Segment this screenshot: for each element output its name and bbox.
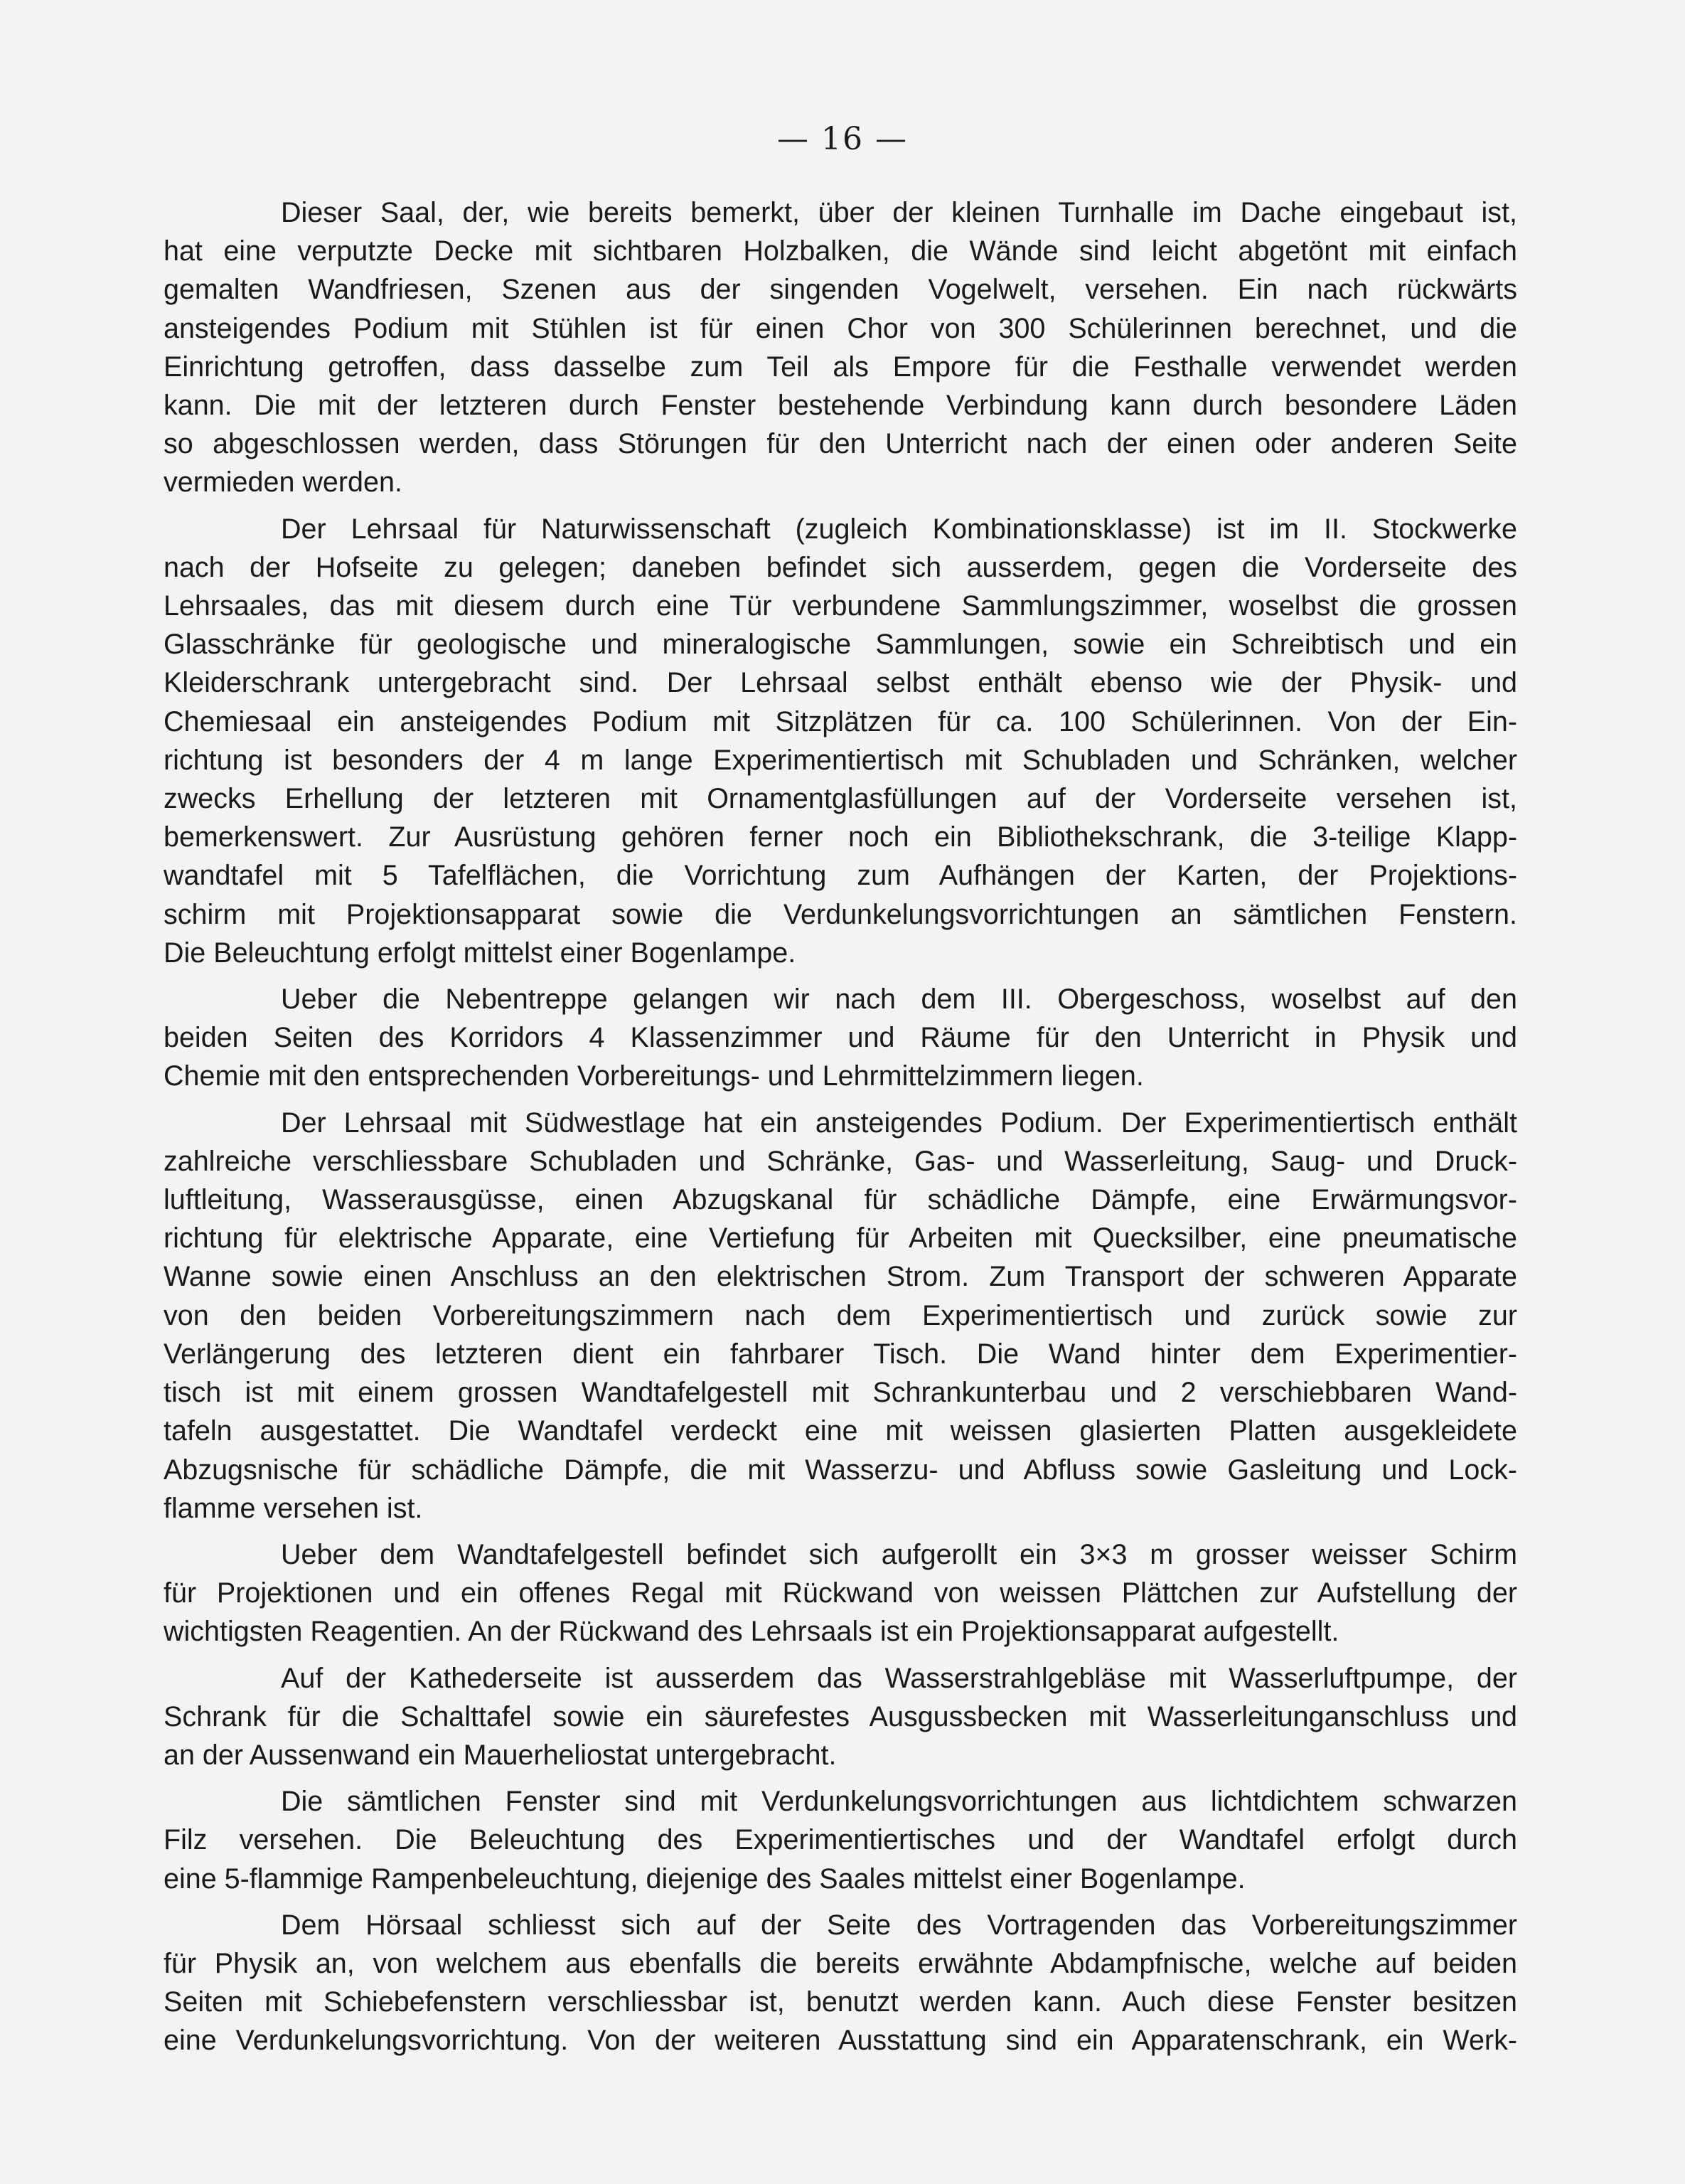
text-line: zahlreiche verschliessbare Schubladen und Schränke, Gas- und Wasserleitung, Saug- und Druck- xyxy=(164,1145,1517,1177)
text-line: für Projektionen und ein offenes Regal mit Rückwand von weissen Plättchen zur Aufstellung der xyxy=(164,1577,1517,1609)
text-line: bemerkenswert. Zur Ausrüstung gehören ferner noch ein Bibliothekschrank, die 3-teilige Klapp- xyxy=(164,821,1517,853)
text-line: Filz versehen. Die Beleuchtung des Experimentiertisches und der Wandtafel erfolgt durch xyxy=(164,1824,1517,1856)
text-line: tisch ist mit einem grossen Wandtafelgestell mit Schrankunterbau und 2 verschiebbaren Wand- xyxy=(164,1377,1517,1409)
text-line: tafeln ausgestattet. Die Wandtafel verdeckt eine mit weissen glasierten Platten ausgekleidete xyxy=(164,1415,1517,1447)
text-line: Ueber dem Wandtafelgestell befindet sich aufgerollt ein 3×3 m grosser weisser Schirm xyxy=(281,1538,1517,1570)
text-line: richtung ist besonders der 4 m lange Experimentiertisch mit Schubladen und Schränken, welcher xyxy=(164,744,1517,776)
text-line: eine Verdunkelungsvorrichtung. Von der weiteren Ausstattung sind ein Apparatenschrank, ein Werk- xyxy=(164,2025,1517,2057)
text-line: Abzugsnische für schädliche Dämpfe, die mit Wasserzu- und Abfluss sowie Gasleitung und Lock- xyxy=(164,1454,1517,1486)
text-line: Lehrsaales, das mit diesem durch eine Tür verbundene Sammlungszimmer, woselbst die grossen xyxy=(164,590,1517,622)
body-text xyxy=(164,193,1517,2068)
text-line: luftleitung, Wasserausgüsse, einen Abzugskanal für schädliche Dämpfe, eine Erwärmungsvor- xyxy=(164,1184,1517,1216)
text-line: eine 5-flammige Rampenbeleuchtung, diejenige des Saales mittelst einer Bogenlampe. xyxy=(164,1863,1246,1895)
text-line: beiden Seiten des Korridors 4 Klassenzimmer und Räume für den Unterricht in Physik und xyxy=(164,1022,1517,1054)
text-line: wandtafel mit 5 Tafelflächen, die Vorrichtung zum Aufhängen der Karten, der Projektions- xyxy=(164,860,1517,892)
text-line: von den beiden Vorbereitungszimmern nach dem Experimentiertisch und zurück sowie zur xyxy=(164,1299,1517,1331)
text-line: Schrank für die Schalttafel sowie ein säurefestes Ausgussbecken mit Wasserleitunganschluss und xyxy=(164,1700,1517,1732)
text-line: vermieden werden. xyxy=(164,467,402,499)
text-line: Glasschränke für geologische und mineralogische Sammlungen, sowie ein Schreibtisch und ein xyxy=(164,629,1517,661)
text-line: Dieser Saal, der, wie bereits bemerkt, über der kleinen Turnhalle im Dache eingebaut ist, xyxy=(281,197,1517,228)
text-line: Die sämtlichen Fenster sind mit Verdunkelungsvorrichtungen aus lichtdichtem schwarzen xyxy=(281,1786,1517,1818)
text-line: schirm mit Projektionsapparat sowie die Verdunkelungsvorrichtungen an sämtlichen Fenstern. xyxy=(164,898,1517,930)
text-line: für Physik an, von welchem aus ebenfalls die bereits erwähnte Abdampfnische, welche auf beiden xyxy=(164,1947,1517,1979)
text-line: Verlängerung des letzteren dient ein fahrbarer Tisch. Die Wand hinter dem Experimentier- xyxy=(164,1338,1517,1370)
paragraph xyxy=(164,1659,1517,1775)
text-line: Auf der Kathederseite ist ausserdem das Wasserstrahlgebläse mit Wasserluftpumpe, der xyxy=(281,1662,1517,1694)
paragraph xyxy=(164,1104,1517,1528)
paragraph xyxy=(164,1906,1517,2060)
text-line: hat eine verputzte Decke mit sichtbaren Holzbalken, die Wände sind leicht abgetönt mit einfach xyxy=(164,235,1517,267)
text-line: an der Aussenwand ein Mauerheliostat untergebracht. xyxy=(164,1739,837,1771)
text-line: Ueber die Nebentreppe gelangen wir nach dem III. Obergeschoss, woselbst auf den xyxy=(281,984,1517,1016)
text-line: Einrichtung getroffen, dass dasselbe zum Teil als Empore für die Festhalle verwendet werden xyxy=(164,351,1517,383)
text-line: wichtigsten Reagentien. An der Rückwand des Lehrsaals ist ein Projektionsapparat aufgestellt. xyxy=(164,1616,1339,1648)
text-line: Wanne sowie einen Anschluss an den elektrischen Strom. Zum Transport der schweren Apparate xyxy=(164,1261,1517,1293)
text-line: gemalten Wandfriesen, Szenen aus der singenden Vogelwelt, versehen. Ein nach rückwärts xyxy=(164,274,1517,306)
paragraph xyxy=(164,510,1517,972)
text-line: zwecks Erhellung der letzteren mit Ornamentglasfüllungen auf der Vorderseite versehen ist, xyxy=(164,783,1517,815)
page-number: — 16 — xyxy=(777,121,908,157)
text-line: so abgeschlossen werden, dass Störungen für den Unterricht nach der einen oder anderen Seite xyxy=(164,428,1517,460)
text-line: kann. Die mit der letzteren durch Fenster bestehende Verbindung kann durch besondere Läden xyxy=(164,390,1517,422)
text-line: Die Beleuchtung erfolgt mittelst einer Bogenlampe. xyxy=(164,937,796,969)
text-line: nach der Hofseite zu gelegen; daneben befindet sich ausserdem, gegen die Vorderseite des xyxy=(164,551,1517,583)
text-line: Kleiderschrank untergebracht sind. Der Lehrsaal selbst enthält ebenso wie der Physik- und xyxy=(164,667,1517,699)
text-line: richtung für elektrische Apparate, eine Vertiefung für Arbeiten mit Quecksilber, eine pneumatische xyxy=(164,1222,1517,1255)
text-line: ansteigendes Podium mit Stühlen ist für einen Chor von 300 Schülerinnen berechnet, und die xyxy=(164,312,1517,344)
paragraph xyxy=(164,193,1517,502)
text-line: Dem Hörsaal schliesst sich auf der Seite des Vortragenden das Vorbereitungszimmer xyxy=(281,1909,1517,1941)
text-line: flamme versehen ist. xyxy=(164,1492,423,1524)
text-line: Chemiesaal ein ansteigendes Podium mit Sitzplätzen für ca. 100 Schülerinnen. Von der Ein- xyxy=(164,705,1517,737)
paragraph xyxy=(164,1535,1517,1651)
text-line: Seiten mit Schiebefenstern verschliessbar ist, benutzt werden kann. Auch diese Fenster besitzen xyxy=(164,1986,1517,2018)
text-line: Der Lehrsaal für Naturwissenschaft (zugleich Kombinationsklasse) ist im II. Stockwerke xyxy=(281,513,1517,545)
text-line: Der Lehrsaal mit Südwestlage hat ein ansteigendes Podium. Der Experimentiertisch enthält xyxy=(281,1107,1517,1139)
text-line: Chemie mit den entsprechenden Vorbereitungs- und Lehrmittelzimmern liegen. xyxy=(164,1060,1144,1092)
paragraph xyxy=(164,1782,1517,1898)
paragraph xyxy=(164,980,1517,1096)
